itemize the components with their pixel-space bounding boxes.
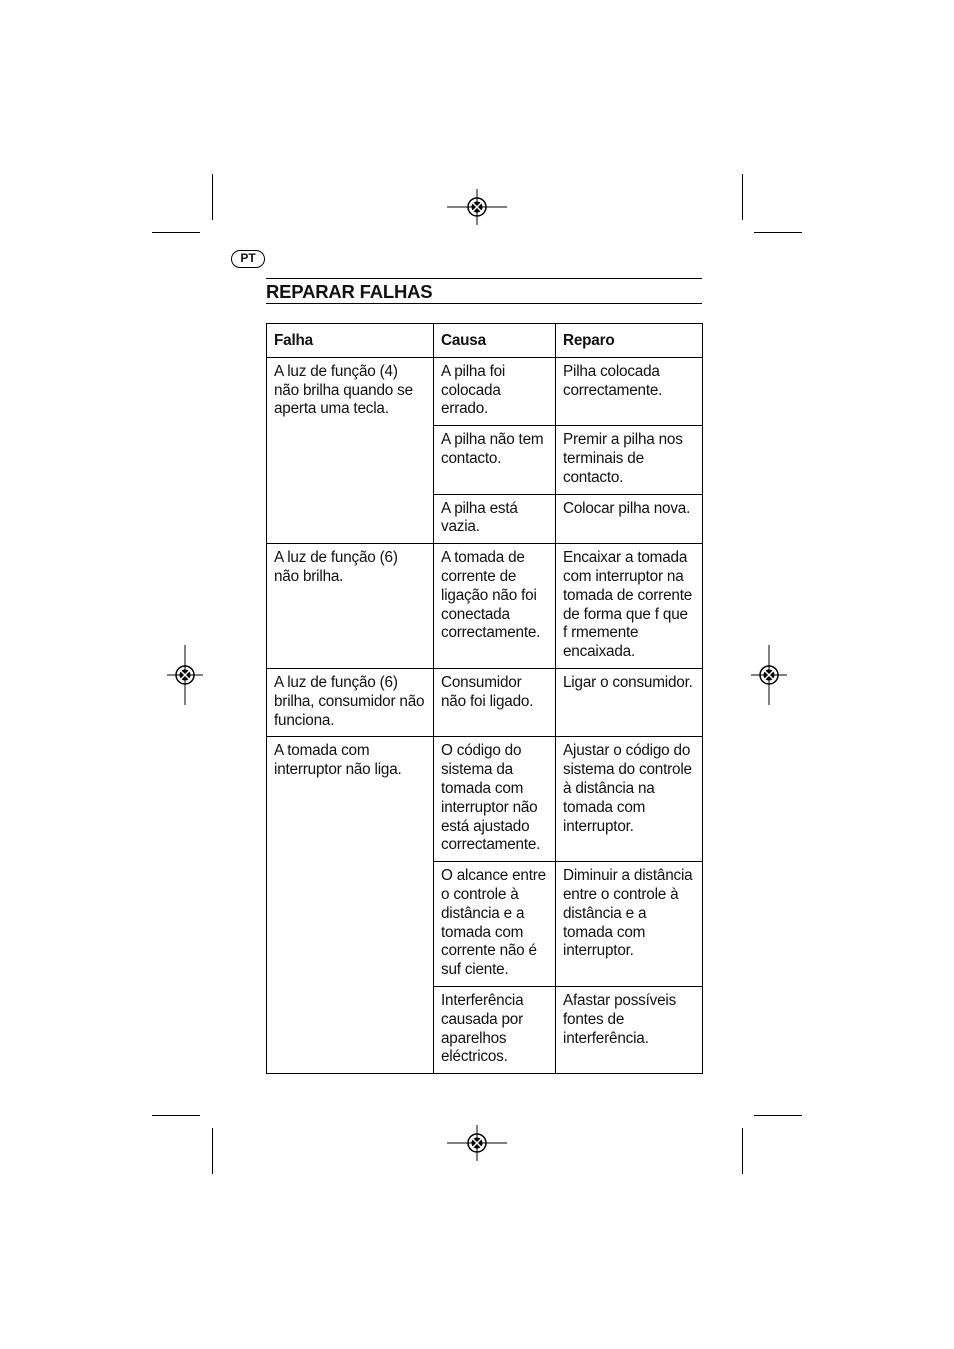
causa-cell: A pilha está vazia. (434, 494, 556, 544)
crop-mark-bottom-right-vertical (742, 1128, 743, 1174)
reparo-cell: Colocar pilha nova. (556, 494, 703, 544)
header-reparo: Reparo (556, 324, 703, 358)
crop-mark-bottom-right-horizontal (754, 1115, 802, 1116)
reparo-cell: Pilha colocada correctamente. (556, 357, 703, 425)
section-title: REPARAR FALHAS (266, 281, 433, 302)
crop-mark-top-left-vertical (212, 174, 213, 220)
causa-cell: O alcance entre o controle à distância e a tomada com corrente não é suf ciente. (434, 862, 556, 987)
crop-mark-bottom-left-horizontal (152, 1115, 200, 1116)
causa-cell: A tomada de corrente de ligação não foi conectada correctamente. (434, 544, 556, 669)
troubleshooting-table (266, 323, 703, 1074)
table-header-row (267, 324, 703, 358)
crop-mark-top-right-vertical (742, 174, 743, 220)
registration-mark-icon (447, 1113, 507, 1173)
heading-rule-top (266, 278, 702, 279)
causa-cell: A pilha foi colocada errado. (434, 357, 556, 425)
causa-cell: Interferência causada por aparelhos eléctricos. (434, 986, 556, 1073)
registration-mark-icon (155, 645, 215, 705)
heading-rule-bottom (266, 303, 702, 304)
reparo-cell: Afastar possíveis fontes de interferência. (556, 986, 703, 1073)
falha-cell: A luz de função (4) não brilha quando se aperta uma tecla. (267, 357, 434, 543)
crop-mark-top-left-horizontal (152, 232, 200, 233)
reparo-cell: Ajustar o código do sistema do controle à distância na tomada com interruptor. (556, 737, 703, 862)
falha-cell: A luz de função (6) brilha, consumidor não funciona. (267, 668, 434, 736)
reparo-cell: Diminuir a distância entre o controle à distância e a tomada com interruptor. (556, 862, 703, 987)
causa-cell: O código do sistema da tomada com interruptor não está ajustado correctamente. (434, 737, 556, 862)
reparo-cell: Ligar o consumidor. (556, 668, 703, 736)
causa-cell: A pilha não tem contacto. (434, 426, 556, 494)
table-row (267, 357, 703, 425)
crop-mark-bottom-left-vertical (212, 1128, 213, 1174)
table-row (267, 668, 703, 736)
registration-mark-icon (739, 645, 799, 705)
falha-cell: A tomada com interruptor não liga. (267, 737, 434, 1074)
reparo-cell: Premir a pilha nos terminais de contacto. (556, 426, 703, 494)
falha-cell: A luz de função (6) não brilha. (267, 544, 434, 669)
causa-cell: Consumidor não foi ligado. (434, 668, 556, 736)
table-row (267, 544, 703, 669)
reparo-cell: Encaixar a tomada com interruptor na tomada de corrente de forma que f que f rmemente encaixada. (556, 544, 703, 669)
header-falha: Falha (267, 324, 434, 358)
registration-mark-icon (447, 177, 507, 237)
language-badge: PT (231, 250, 265, 268)
crop-mark-top-right-horizontal (754, 232, 802, 233)
header-causa: Causa (434, 324, 556, 358)
table-row (267, 737, 703, 862)
